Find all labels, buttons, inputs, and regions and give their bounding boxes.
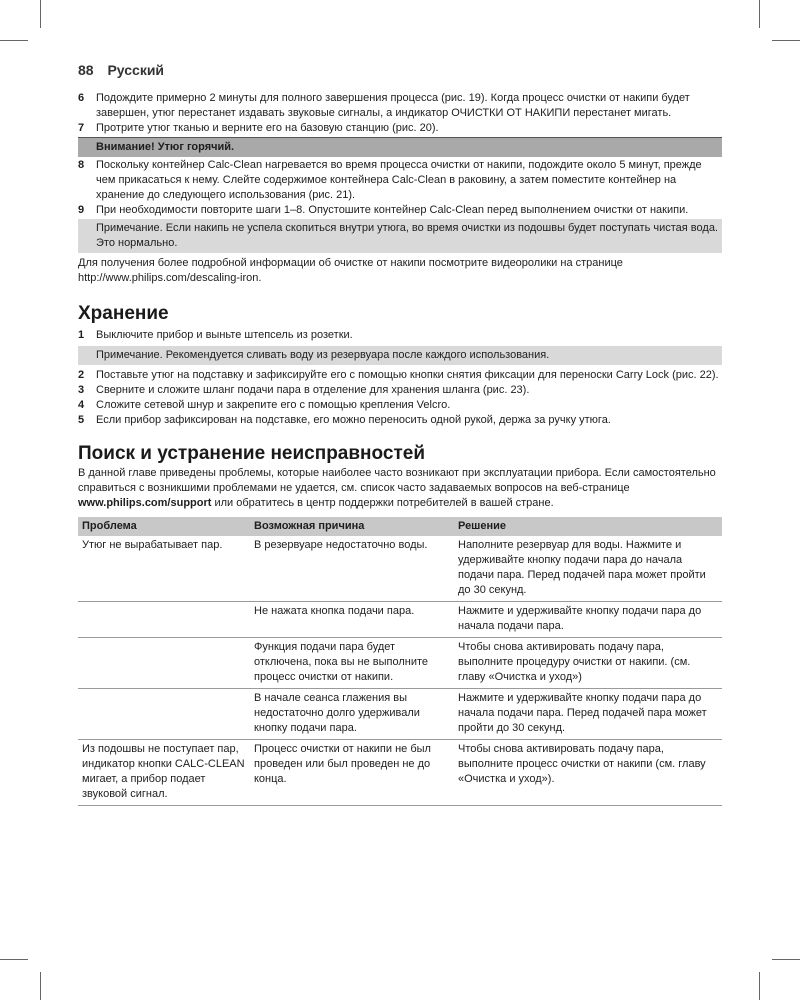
storage-step-3 [78,383,722,398]
step-text: Сверните и сложите шланг подачи пара в отделение для хранения шланга (рис. 23). [96,384,530,396]
intro-text-end: или обратитесь в центр поддержки потребителей в вашей стране. [211,497,554,509]
step-number: 5 [78,414,85,426]
troubleshooting-heading: Поиск и устранение неисправностей [78,443,426,464]
step-number: 4 [78,399,85,411]
step-text: Сложите сетевой шнур и закрепите его с помощью крепления Velcro. [96,399,451,411]
crop-mark [772,959,800,960]
step-number: 8 [78,159,85,171]
storage-note-bar: Примечание. Рекомендуется сливать воду из резервуара после каждого использования. [78,346,722,365]
problem-cell [78,638,250,689]
solution-cell: Нажмите и удерживайте кнопку подачи пара до начала подачи пара. Перед подачей пара может пройти до 30 секунд. [454,689,722,740]
page-header [78,62,164,78]
page-language: Русский [107,62,165,78]
step-text: Если прибор зафиксирован на подставке, его можно переносить одной рукой, держа за ручку утюга. [96,414,611,426]
table-row [78,536,722,602]
page-content [78,91,722,806]
storage-heading: Хранение [78,303,169,324]
cause-cell: В резервуаре недостаточно воды. [250,536,454,602]
table-row [78,689,722,740]
storage-step-1 [78,328,722,343]
step-number: 6 [78,92,85,104]
step-text: При необходимости повторите шаги 1–8. Опустошите контейнер Calc-Clean перед выполнением очистки от накипи. [96,204,689,216]
more-info-paragraph: Для получения более подробной информации об очистке от накипи посмотрите видеоролики на странице http://www.philips.com/descaling-iron. [78,257,623,284]
cause-cell: Не нажата кнопка подачи пара. [250,602,454,638]
column-header-cause: Возможная причина [250,517,454,536]
troubleshooting-intro [78,466,722,511]
step-6 [78,91,722,121]
cause-cell: Процесс очистки от накипи не был проведен или был проведен не до конца. [250,740,454,806]
problem-cell [78,602,250,638]
step-text: Поскольку контейнер Calc-Clean нагревается во время процесса очистки от накипи, подождите около 5 минут, прежде чем прикасаться к нему. Слейте содержимое контейнера Calc-Clean в раковину, а затем поместите контейнер на хранение до следующего использования (рис. 21). [96,159,702,201]
solution-cell: Наполните резервуар для воды. Нажмите и удерживайте кнопку подачи пара до начала подачи пара. Перед подачей пара может пройти до 30 секунд. [454,536,722,602]
step-number: 3 [78,384,85,396]
crop-mark [0,959,28,960]
crop-mark [759,972,760,1000]
step-7 [78,121,722,136]
note-bar: Примечание. Если накипь не успела скопиться внутри утюга, во время очистки из подошвы будет поступать чистая вода. Это нормально. [78,219,722,253]
step-number: 2 [78,369,85,381]
solution-cell: Чтобы снова активировать подачу пара, выполните процесс очистки от накипи (см. главу «Очистка и уход»). [454,740,722,806]
solution-cell: Чтобы снова активировать подачу пара, выполните процедуру очистки от накипи. (см. главу «Очистка и уход») [454,638,722,689]
storage-step-4 [78,398,722,413]
column-header-problem: Проблема [78,517,250,536]
troubleshooting-table [78,517,722,806]
solution-cell: Нажмите и удерживайте кнопку подачи пара до начала подачи пара. [454,602,722,638]
warning-bar: Внимание! Утюг горячий. [78,137,722,157]
table-row [78,602,722,638]
table-row [78,740,722,806]
crop-mark [772,40,800,41]
step-text: Подождите примерно 2 минуты для полного завершения процесса (рис. 19). Когда процесс очистки от накипи будет завершен, утюг перестанет издавать звуковые сигналы, а индикатор ОЧИСТКИ ОТ НАКИПИ перестанет мигать. [96,92,690,119]
step-number: 9 [78,204,85,216]
table-header-row [78,517,722,536]
crop-mark [0,40,28,41]
intro-text: В данной главе приведены проблемы, которые наиболее часто возникают при эксплуатации прибора. Если самостоятельно справиться с возникшими проблемами не удается, см. список часто задаваемых вопросов на веб-странице [78,467,716,494]
storage-step-5 [78,413,722,428]
problem-cell: Утюг не вырабатывает пар. [78,536,250,602]
step-9 [78,203,722,218]
step-text: Протрите утюг тканью и верните его на базовую станцию (рис. 20). [96,122,439,134]
support-link[interactable]: www.philips.com/support [78,497,212,509]
problem-cell [78,689,250,740]
cause-cell: В начале сеанса глажения вы недостаточно долго удерживали кнопку подачи пара. [250,689,454,740]
crop-mark [40,0,41,28]
step-text: Выключите прибор и выньте штепсель из розетки. [96,329,353,341]
column-header-solution: Решение [454,517,722,536]
page-number: 88 [78,62,94,78]
step-text: Поставьте утюг на подставку и зафиксируйте его с помощью кнопки снятия фиксации для переноски Carry Lock (рис. 22). [96,369,719,381]
crop-mark [40,972,41,1000]
step-number: 1 [78,329,85,341]
cause-cell: Функция подачи пара будет отключена, пока вы не выполните процесс очистки от накипи. [250,638,454,689]
step-number: 7 [78,122,85,134]
step-8 [78,158,722,203]
problem-cell: Из подошвы не поступает пар, индикатор кнопки CALC-CLEAN мигает, а прибор подает звуковой сигнал. [78,740,250,806]
table-row [78,638,722,689]
storage-step-2 [78,368,722,383]
crop-mark [759,0,760,28]
